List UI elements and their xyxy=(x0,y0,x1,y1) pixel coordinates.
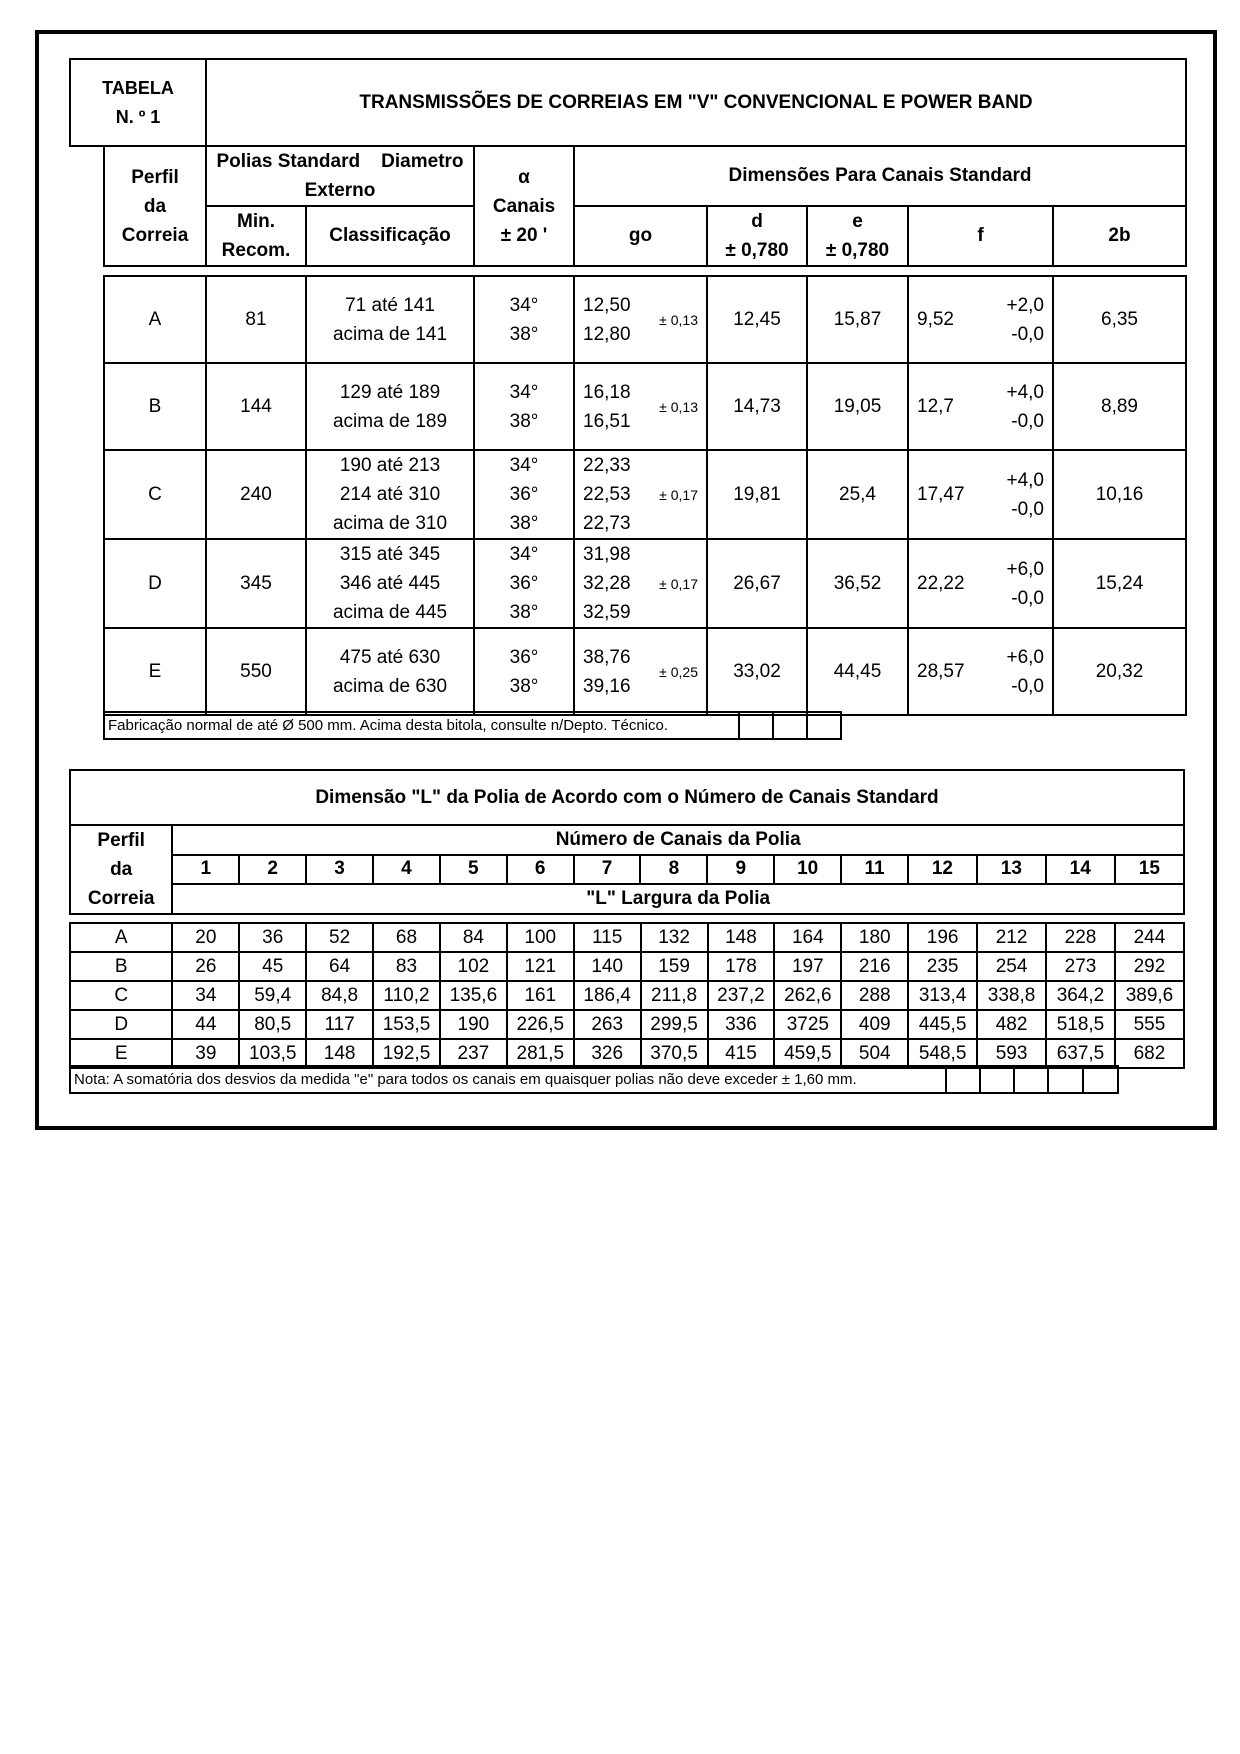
cell-2b: 8,89 xyxy=(1053,363,1186,450)
table2-canal-number: 3 xyxy=(306,855,373,885)
cell-d: 14,73 xyxy=(707,363,807,450)
table2-cell-largura: 262,6 xyxy=(774,981,841,1010)
go-line: 16,51 xyxy=(583,410,631,432)
header-perfil xyxy=(104,146,206,266)
cell-min-recom: 240 xyxy=(206,450,306,539)
cell-classificacao xyxy=(306,539,474,628)
f-value: 9,52 xyxy=(917,308,954,330)
table2-cell-largura: 45 xyxy=(239,952,306,981)
cell-f xyxy=(908,450,1053,539)
header-d xyxy=(707,206,807,266)
table2-row xyxy=(70,1010,1184,1039)
cell-f xyxy=(908,276,1053,363)
table2-cell-largura: 159 xyxy=(641,952,708,981)
table2-cell-largura: 504 xyxy=(841,1039,908,1068)
f-value: 12,7 xyxy=(917,395,954,417)
classificacao-line: 190 até 213 xyxy=(339,455,441,476)
table2-title-block xyxy=(69,769,1185,826)
table2-row xyxy=(70,981,1184,1010)
cell-classificacao xyxy=(306,450,474,539)
go-split xyxy=(575,540,706,627)
table2-cell-perfil: E xyxy=(70,1039,172,1068)
angle-line: 38° xyxy=(509,323,539,345)
table2-cell-largura: 338,8 xyxy=(977,981,1046,1010)
table2-cell-perfil: B xyxy=(70,952,172,981)
table2-cell-largura: 281,5 xyxy=(507,1039,574,1068)
go-line: 22,53 xyxy=(583,484,631,505)
cell-angles xyxy=(474,276,574,363)
f-tol-line: -0,0 xyxy=(1011,675,1044,697)
table1-row xyxy=(104,276,1186,363)
cell-perfil: E xyxy=(104,628,206,715)
table2-cell-largura: 226,5 xyxy=(507,1010,574,1039)
cell-angles xyxy=(474,539,574,628)
cell-angles xyxy=(474,628,574,715)
go-split xyxy=(575,277,706,362)
f-tol-line: +2,0 xyxy=(1006,294,1044,316)
cell-perfil: C xyxy=(104,450,206,539)
f-split xyxy=(909,277,1052,362)
angle-line: 36° xyxy=(509,646,539,668)
table2-cell-largura: 237 xyxy=(440,1039,507,1068)
table2-cell-largura: 64 xyxy=(306,952,373,981)
table1-row xyxy=(104,539,1186,628)
header-polias-line: Polias Standard Diametro xyxy=(216,151,464,172)
table2-cell-largura: 100 xyxy=(507,923,574,952)
go-line: 39,16 xyxy=(583,675,631,697)
header-e xyxy=(807,206,908,266)
table2-cell-largura: 84 xyxy=(440,923,507,952)
table2-title: Dimensão "L" da Polia de Acordo com o Número de Canais Standard xyxy=(70,770,1184,825)
table1-note-row xyxy=(103,711,842,740)
table1-row xyxy=(104,628,1186,715)
header-2b: 2b xyxy=(1053,206,1186,266)
table2-canal-number: 2 xyxy=(239,855,306,885)
cell-2b: 20,32 xyxy=(1053,628,1186,715)
go-line: 16,18 xyxy=(583,381,631,403)
table2-cell-perfil: A xyxy=(70,923,172,952)
table2-cell-largura: 555 xyxy=(1115,1010,1184,1039)
cell-e: 36,52 xyxy=(807,539,908,628)
go-split xyxy=(575,451,706,538)
table2-cell-largura: 682 xyxy=(1115,1039,1184,1068)
go-values xyxy=(575,378,631,436)
table2-header xyxy=(69,824,1185,915)
table2-canal-number: 15 xyxy=(1115,855,1184,885)
angle-line: 38° xyxy=(509,410,539,432)
table2-note-empty-cell xyxy=(1083,1066,1118,1093)
table2-canal-number: 8 xyxy=(640,855,707,885)
header-dimensoes: Dimensões Para Canais Standard xyxy=(574,146,1186,206)
classificacao-line: 129 até 189 xyxy=(339,381,441,403)
cell-classificacao xyxy=(306,363,474,450)
cell-e: 19,05 xyxy=(807,363,908,450)
table2-body xyxy=(69,922,1185,1069)
f-tolerance xyxy=(965,466,1052,524)
table2-cell-largura: 52 xyxy=(306,923,373,952)
table2-cell-largura: 132 xyxy=(641,923,708,952)
header-alpha-line: α xyxy=(518,166,530,188)
cell-2b: 10,16 xyxy=(1053,450,1186,539)
cell-e: 25,4 xyxy=(807,450,908,539)
cell-2b: 15,24 xyxy=(1053,539,1186,628)
f-split xyxy=(909,451,1052,538)
table2-cell-largura: 482 xyxy=(977,1010,1046,1039)
table2-cell-perfil: D xyxy=(70,1010,172,1039)
table2-note-empty-cell xyxy=(1048,1066,1083,1093)
table2-cell-largura: 44 xyxy=(172,1010,239,1039)
header-perfil-line: da xyxy=(143,195,167,217)
cell-perfil: D xyxy=(104,539,206,628)
f-tol-line: -0,0 xyxy=(1011,587,1044,609)
table2-cell-largura: 370,5 xyxy=(641,1039,708,1068)
go-line: 31,98 xyxy=(583,544,631,565)
table2-cell-largura: 292 xyxy=(1115,952,1184,981)
table1-note-empty-cell xyxy=(739,712,773,739)
classificacao-line: 71 até 141 xyxy=(345,294,435,316)
table2-cell-largura: 102 xyxy=(440,952,507,981)
table2-cell-largura: 237,2 xyxy=(708,981,775,1010)
table2-cell-largura: 212 xyxy=(977,923,1046,952)
table2-header-largura: "L" Largura da Polia xyxy=(172,884,1184,914)
table2-perfil-line: Correia xyxy=(87,888,155,909)
go-line: 22,73 xyxy=(583,513,631,534)
table1-label xyxy=(70,59,206,146)
header-f: f xyxy=(908,206,1053,266)
go-line: 12,50 xyxy=(583,294,631,316)
table2-cell-largura: 148 xyxy=(708,923,775,952)
f-split xyxy=(909,629,1052,714)
table1-note: Fabricação normal de até Ø 500 mm. Acima desta bitola, consulte n/Depto. Técnico. xyxy=(104,712,739,739)
table2-cell-largura: 140 xyxy=(574,952,641,981)
f-tolerance xyxy=(965,555,1052,613)
table2-cell-largura: 3725 xyxy=(774,1010,841,1039)
table2-cell-largura: 415 xyxy=(708,1039,775,1068)
cell-angles xyxy=(474,363,574,450)
go-tolerance: ± 0,17 xyxy=(659,486,698,503)
cell-f xyxy=(908,539,1053,628)
f-tolerance xyxy=(954,291,1052,349)
go-split xyxy=(575,629,706,714)
cell-min-recom: 345 xyxy=(206,539,306,628)
angle-line: 34° xyxy=(509,544,539,565)
table2-cell-largura: 518,5 xyxy=(1046,1010,1115,1039)
table2-note: Nota: A somatória dos desvios da medida "e" para todos os canais em quaisquer polias não deve exceder ± 1,60 mm. xyxy=(70,1066,946,1093)
table2-perfil-line: da xyxy=(110,859,133,880)
f-tol-line: +6,0 xyxy=(1006,646,1044,668)
table1-title-block xyxy=(69,58,1187,147)
table2-cell-largura: 117 xyxy=(306,1010,373,1039)
cell-go xyxy=(574,276,707,363)
cell-min-recom: 81 xyxy=(206,276,306,363)
header-classificacao: Classificação xyxy=(306,206,474,266)
table2-cell-largura: 197 xyxy=(774,952,841,981)
table2-header-numero-canais: Número de Canais da Polia xyxy=(172,825,1184,855)
cell-d: 12,45 xyxy=(707,276,807,363)
table2-cell-largura: 178 xyxy=(708,952,775,981)
header-min-line: Recom. xyxy=(221,240,291,261)
cell-perfil: A xyxy=(104,276,206,363)
table1-title: TRANSMISSÕES DE CORREIAS EM "V" CONVENCIONAL E POWER BAND xyxy=(206,59,1186,146)
cell-d: 19,81 xyxy=(707,450,807,539)
table2-cell-largura: 161 xyxy=(507,981,574,1010)
table2-cell-largura: 263 xyxy=(574,1010,641,1039)
go-line: 32,59 xyxy=(583,602,631,623)
cell-min-recom: 144 xyxy=(206,363,306,450)
table2-cell-largura: 83 xyxy=(373,952,440,981)
table2-cell-largura: 20 xyxy=(172,923,239,952)
cell-go xyxy=(574,363,707,450)
cell-e: 44,45 xyxy=(807,628,908,715)
table2-cell-largura: 326 xyxy=(574,1039,641,1068)
table2-cell-largura: 364,2 xyxy=(1046,981,1115,1010)
table2-header-perfil xyxy=(70,825,172,914)
cell-min-recom: 550 xyxy=(206,628,306,715)
table2-cell-largura: 121 xyxy=(507,952,574,981)
table1-note-empty-cell xyxy=(807,712,841,739)
header-alpha-line: ± 20 ' xyxy=(500,224,548,246)
classificacao-line: acima de 630 xyxy=(332,675,448,697)
table2-cell-largura: 196 xyxy=(908,923,977,952)
cell-classificacao xyxy=(306,628,474,715)
table1-row xyxy=(104,450,1186,539)
cell-go xyxy=(574,628,707,715)
cell-f xyxy=(908,628,1053,715)
f-tolerance xyxy=(965,643,1052,701)
go-values xyxy=(575,643,631,701)
classificacao-line: 315 até 345 xyxy=(339,544,441,565)
f-tol-line: +6,0 xyxy=(1006,558,1044,580)
table2-cell-largura: 235 xyxy=(908,952,977,981)
f-tolerance xyxy=(954,378,1052,436)
table1-body xyxy=(103,275,1187,716)
table2-cell-largura: 148 xyxy=(306,1039,373,1068)
table2-perfil-line: Perfil xyxy=(97,830,145,851)
f-tol-line: +4,0 xyxy=(1006,469,1044,491)
header-polias-line: Externo xyxy=(304,180,376,201)
table2-cell-largura: 59,4 xyxy=(239,981,306,1010)
classificacao-line: 346 até 445 xyxy=(339,573,441,594)
cell-2b: 6,35 xyxy=(1053,276,1186,363)
header-min-recom xyxy=(206,206,306,266)
table2-cell-largura: 180 xyxy=(841,923,908,952)
classificacao-line: 214 até 310 xyxy=(339,484,441,505)
table2-cell-largura: 228 xyxy=(1046,923,1115,952)
classificacao-line: acima de 445 xyxy=(332,602,448,623)
table1-note-empty-cell xyxy=(773,712,807,739)
table2-cell-largura: 211,8 xyxy=(641,981,708,1010)
angle-line: 38° xyxy=(509,602,539,623)
header-perfil-line: Correia xyxy=(121,224,189,246)
table2-cell-largura: 80,5 xyxy=(239,1010,306,1039)
table2-note-empty-cell xyxy=(980,1066,1014,1093)
go-values xyxy=(575,451,631,538)
table2-cell-largura: 244 xyxy=(1115,923,1184,952)
go-values xyxy=(575,291,631,349)
table1-row xyxy=(104,363,1186,450)
angle-line: 38° xyxy=(509,513,539,534)
table2-cell-largura: 115 xyxy=(574,923,641,952)
table2-cell-largura: 445,5 xyxy=(908,1010,977,1039)
f-tol-line: -0,0 xyxy=(1011,323,1044,345)
header-min-line: Min. xyxy=(237,211,275,232)
f-tol-line: +4,0 xyxy=(1006,381,1044,403)
angle-line: 34° xyxy=(509,455,539,476)
table2-cell-largura: 548,5 xyxy=(908,1039,977,1068)
table2-cell-largura: 34 xyxy=(172,981,239,1010)
go-line: 38,76 xyxy=(583,646,631,668)
table2-canal-number: 6 xyxy=(507,855,574,885)
table2-cell-largura: 164 xyxy=(774,923,841,952)
table2-note-empty-cell xyxy=(946,1066,980,1093)
cell-f xyxy=(908,363,1053,450)
table2-canal-number: 9 xyxy=(707,855,774,885)
table2-cell-largura: 68 xyxy=(373,923,440,952)
table1-label-line: TABELA xyxy=(102,77,174,98)
cell-classificacao xyxy=(306,276,474,363)
cell-perfil: B xyxy=(104,363,206,450)
table2-cell-largura: 26 xyxy=(172,952,239,981)
classificacao-line: 475 até 630 xyxy=(339,646,441,668)
classificacao-line: acima de 310 xyxy=(332,513,448,534)
cell-go xyxy=(574,539,707,628)
table2-canal-number: 13 xyxy=(977,855,1046,885)
go-values xyxy=(575,540,631,627)
table2-cell-perfil: C xyxy=(70,981,172,1010)
table2-canal-number: 7 xyxy=(574,855,641,885)
cell-e: 15,87 xyxy=(807,276,908,363)
angle-line: 36° xyxy=(509,484,539,505)
table2-canal-number: 12 xyxy=(908,855,977,885)
angle-line: 34° xyxy=(509,294,539,316)
table2-canal-number: 4 xyxy=(373,855,440,885)
header-d-line: ± 0,780 xyxy=(725,240,789,261)
go-tolerance: ± 0,13 xyxy=(659,311,698,328)
table1-header xyxy=(103,145,1187,267)
table2-row xyxy=(70,923,1184,952)
classificacao-line: acima de 189 xyxy=(332,410,448,432)
f-value: 22,22 xyxy=(917,572,965,594)
header-perfil-line: Perfil xyxy=(131,166,179,188)
table2-cell-largura: 110,2 xyxy=(373,981,440,1010)
header-go: go xyxy=(574,206,707,266)
f-value: 17,47 xyxy=(917,483,965,505)
angle-line: 36° xyxy=(509,573,539,594)
header-polias-standard xyxy=(206,146,474,206)
table2-canal-number: 1 xyxy=(172,855,239,885)
table2-cell-largura: 153,5 xyxy=(373,1010,440,1039)
go-tolerance: ± 0,13 xyxy=(659,398,698,415)
cell-angles xyxy=(474,450,574,539)
f-value: 28,57 xyxy=(917,660,965,682)
table2-canal-number: 14 xyxy=(1046,855,1115,885)
table2-note-row xyxy=(69,1065,1119,1094)
table2-note-empty-cell xyxy=(1014,1066,1048,1093)
f-split xyxy=(909,540,1052,627)
f-tol-line: -0,0 xyxy=(1011,410,1044,432)
cell-go xyxy=(574,450,707,539)
table2-cell-largura: 273 xyxy=(1046,952,1115,981)
header-alpha-canais xyxy=(474,146,574,266)
go-line: 32,28 xyxy=(583,573,631,594)
table2-cell-largura: 409 xyxy=(841,1010,908,1039)
table2-cell-largura: 192,5 xyxy=(373,1039,440,1068)
table2-cell-largura: 389,6 xyxy=(1115,981,1184,1010)
table2-cell-largura: 299,5 xyxy=(641,1010,708,1039)
table2-canal-number: 10 xyxy=(774,855,841,885)
table2-cell-largura: 190 xyxy=(440,1010,507,1039)
table2-cell-largura: 135,6 xyxy=(440,981,507,1010)
table2-cell-largura: 103,5 xyxy=(239,1039,306,1068)
table2-cell-largura: 288 xyxy=(841,981,908,1010)
table2-cell-largura: 593 xyxy=(977,1039,1046,1068)
angle-line: 38° xyxy=(509,675,539,697)
header-e-line: ± 0,780 xyxy=(825,240,890,261)
table1-label-line: N. º 1 xyxy=(115,106,161,127)
table2-cell-largura: 39 xyxy=(172,1039,239,1068)
f-split xyxy=(909,364,1052,449)
angle-line: 34° xyxy=(509,381,539,403)
header-e-line: e xyxy=(852,211,863,232)
go-tolerance: ± 0,25 xyxy=(659,663,698,680)
table2-cell-largura: 459,5 xyxy=(774,1039,841,1068)
table2-cell-largura: 637,5 xyxy=(1046,1039,1115,1068)
table2-cell-largura: 36 xyxy=(239,923,306,952)
table2-cell-largura: 186,4 xyxy=(574,981,641,1010)
header-d-line: d xyxy=(751,211,763,232)
go-split xyxy=(575,364,706,449)
classificacao-line: acima de 141 xyxy=(332,323,448,345)
cell-d: 26,67 xyxy=(707,539,807,628)
table2-cell-largura: 313,4 xyxy=(908,981,977,1010)
table2-cell-largura: 84,8 xyxy=(306,981,373,1010)
table2-canal-number: 5 xyxy=(440,855,507,885)
table2-cell-largura: 336 xyxy=(708,1010,775,1039)
table2-cell-largura: 216 xyxy=(841,952,908,981)
go-line: 22,33 xyxy=(583,455,631,476)
table2-row xyxy=(70,1039,1184,1068)
go-line: 12,80 xyxy=(583,323,631,345)
table2-row xyxy=(70,952,1184,981)
table2-cell-largura: 254 xyxy=(977,952,1046,981)
go-tolerance: ± 0,17 xyxy=(659,575,698,592)
table2-canal-number: 11 xyxy=(841,855,908,885)
f-tol-line: -0,0 xyxy=(1011,498,1044,520)
cell-d: 33,02 xyxy=(707,628,807,715)
header-alpha-line: Canais xyxy=(492,195,556,217)
